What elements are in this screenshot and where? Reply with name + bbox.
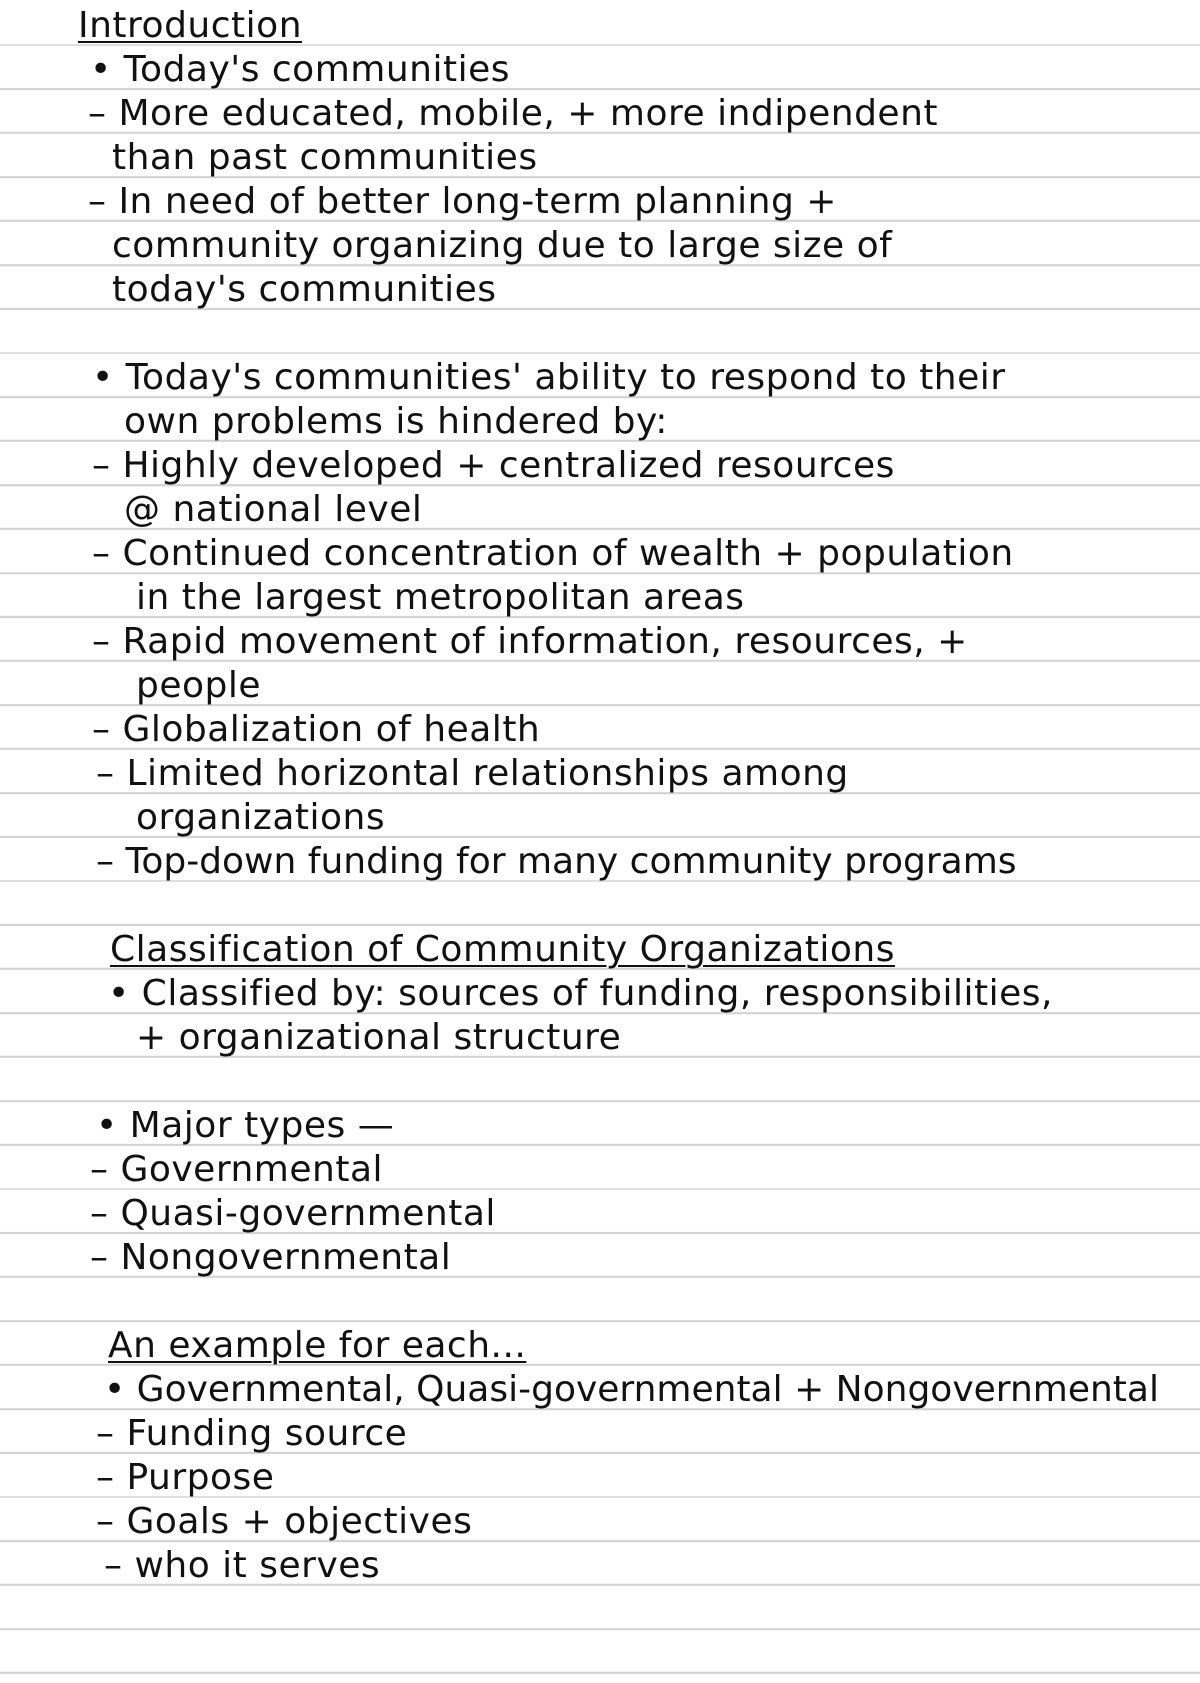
continuation-line: organizations: [136, 797, 386, 838]
sub-bullet-line: – Highly developed + centralized resources: [92, 445, 895, 486]
sub-bullet-line: – Governmental: [90, 1149, 384, 1190]
bullet-line: • Governmental, Quasi-governmental + Nongovernmental: [104, 1369, 1159, 1410]
sub-bullet-line: – Globalization of health: [92, 709, 541, 750]
bullet-line: • Major types —: [96, 1105, 395, 1146]
continuation-line: community organizing due to large size of: [112, 225, 893, 266]
sub-bullet-line: – More educated, mobile, + more indipendent: [88, 93, 939, 134]
continuation-line: own problems is hindered by:: [124, 401, 668, 442]
sub-bullet-line: – Funding source: [96, 1413, 408, 1454]
section-heading-classification: Classification of Community Organizations: [110, 929, 895, 970]
sub-bullet-line: – Rapid movement of information, resources, +: [92, 621, 968, 662]
sub-bullet-line: – Quasi-governmental: [90, 1193, 496, 1234]
section-heading-introduction: Introduction: [78, 5, 303, 46]
continuation-line: in the largest metropolitan areas: [136, 577, 745, 618]
sub-bullet-line: – Purpose: [96, 1457, 275, 1498]
sub-bullet-line: – who it serves: [104, 1545, 381, 1586]
sub-bullet-line: – Continued concentration of wealth + population: [92, 533, 1014, 574]
bullet-line: • Today's communities' ability to respond to their: [92, 357, 1006, 398]
sub-bullet-line: – Limited horizontal relationships among: [96, 753, 849, 794]
continuation-line: today's communities: [112, 269, 497, 310]
section-heading-example: An example for each...: [108, 1325, 527, 1366]
sub-bullet-line: – Goals + objectives: [96, 1501, 473, 1542]
continuation-line: @ national level: [124, 489, 423, 530]
sub-bullet-line: – In need of better long-term planning +: [88, 181, 837, 222]
continuation-line: + organizational structure: [136, 1017, 622, 1058]
sub-bullet-line: – Top-down funding for many community programs: [96, 841, 1017, 882]
continuation-line: than past communities: [112, 137, 538, 178]
continuation-line: people: [136, 665, 262, 706]
bullet-line: • Today's communities: [90, 49, 510, 90]
bullet-line: • Classified by: sources of funding, responsibilities,: [108, 973, 1053, 1014]
sub-bullet-line: – Nongovernmental: [90, 1237, 452, 1278]
